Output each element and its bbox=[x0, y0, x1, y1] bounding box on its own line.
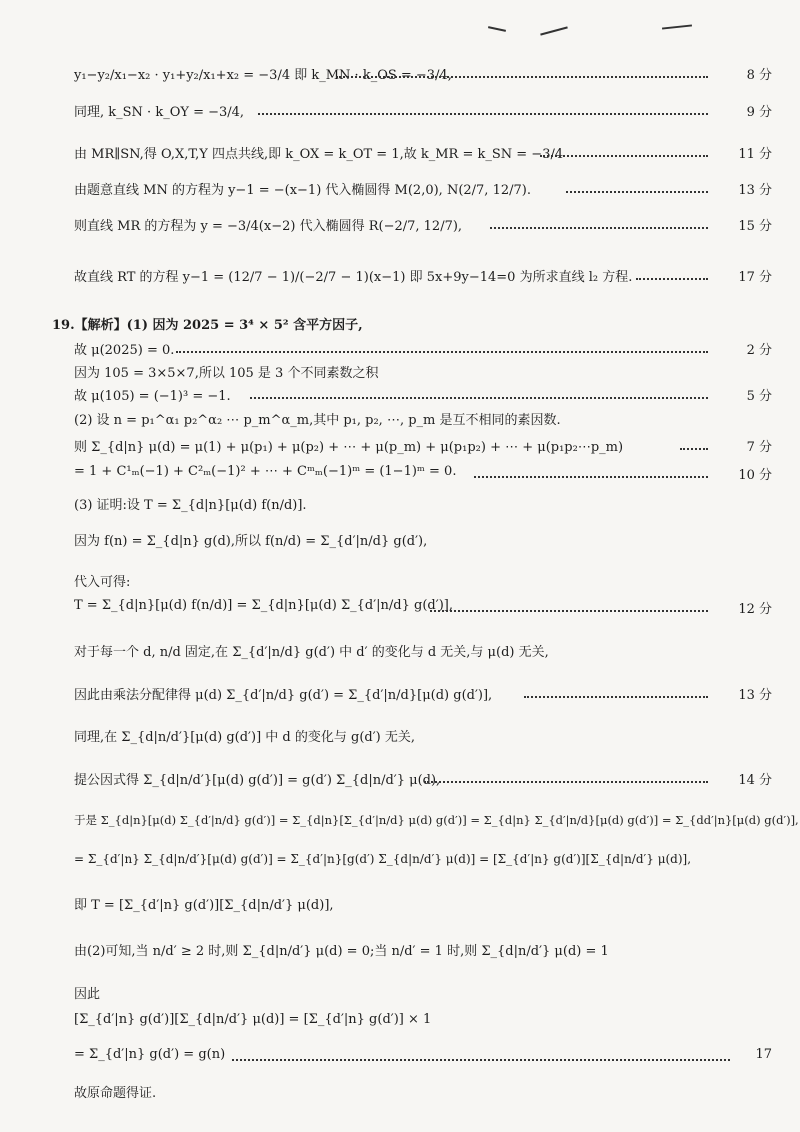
solution-line: = 1 + C¹ₘ(−1) + C²ₘ(−1)² + ⋯ + Cᵐₘ(−1)ᵐ = (1−1)ᵐ = 0. bbox=[74, 464, 457, 479]
solution-line: 同理,在 Σ_{d|n/d′}[μ(d) g(d′)] 中 d 的变化与 g(d′) 无关, bbox=[74, 730, 416, 745]
score-label: 15 分 bbox=[738, 219, 772, 234]
score-label: 12 分 bbox=[738, 602, 772, 617]
leader-dots bbox=[490, 227, 708, 229]
leader-dots bbox=[258, 113, 708, 115]
scan-mark bbox=[540, 26, 568, 35]
solution-line: 故直线 RT 的方程 y−1 = (12/7 − 1)/(−2/7 − 1)(x−1) 即 5x+9y−14=0 为所求直线 l₂ 方程. bbox=[74, 270, 633, 285]
score-label: 17 bbox=[755, 1047, 772, 1062]
solution-line: 因此 bbox=[74, 987, 101, 1002]
score-label: 5 分 bbox=[746, 389, 772, 404]
problem-header: 19.【解析】(1) 因为 2025 = 3⁴ × 5² 含平方因子, bbox=[52, 318, 363, 333]
leader-dots bbox=[540, 155, 708, 157]
solution-line: 由(2)可知,当 n/d′ ≥ 2 时,则 Σ_{d|n/d′} μ(d) = 0;当 n/d′ = 1 时,则 Σ_{d|n/d′} μ(d) = 1 bbox=[74, 944, 609, 959]
solution-line: 故原命题得证. bbox=[74, 1086, 157, 1101]
leader-dots bbox=[524, 696, 708, 698]
score-label: 9 分 bbox=[746, 105, 772, 120]
score-label: 14 分 bbox=[738, 773, 772, 788]
score-label: 7 分 bbox=[746, 440, 772, 455]
scan-mark bbox=[662, 24, 692, 29]
score-label: 17 分 bbox=[738, 270, 772, 285]
score-label: 8 分 bbox=[746, 68, 772, 83]
solution-line: 因为 105 = 3×5×7,所以 105 是 3 个不同素数之积 bbox=[74, 366, 379, 381]
solution-line: = Σ_{d′|n} Σ_{d|n/d′}[μ(d) g(d′)] = Σ_{d′|n}[g(d′) Σ_{d|n/d′} μ(d)] = [Σ_{d′|n} g(d′)][Σ_{d|n/d′} μ(d)], bbox=[74, 852, 692, 866]
score-label: 10 分 bbox=[738, 468, 772, 483]
solution-line: 由 MR∥SN,得 O,X,T,Y 四点共线,即 k_OX = k_OT = 1,故 k_MR = k_SN = −3/4 bbox=[74, 147, 564, 162]
solution-line: 则 Σ_{d|n} μ(d) = μ(1) + μ(p₁) + μ(p₂) + ⋯ + μ(p_m) + μ(p₁p₂) + ⋯ + μ(p₁p₂⋯p_m) bbox=[74, 440, 624, 455]
leader-dots bbox=[336, 76, 708, 78]
solution-line: T = Σ_{d|n}[μ(d) f(n/d)] = Σ_{d|n}[μ(d) Σ_{d′|n/d} g(d′)], bbox=[74, 598, 453, 613]
solution-line: 由题意直线 MN 的方程为 y−1 = −(x−1) 代入椭圆得 M(2,0), N(2/7, 12/7). bbox=[74, 183, 531, 198]
solution-line: (3) 证明:设 T = Σ_{d|n}[μ(d) f(n/d)]. bbox=[74, 498, 307, 513]
score-label: 11 分 bbox=[738, 147, 772, 162]
solution-line: 故 μ(2025) = 0. bbox=[74, 343, 175, 358]
solution-line: y₁−y₂/x₁−x₂ · y₁+y₂/x₁+x₂ = −3/4 即 k_MN · k_OS = −3/4, bbox=[74, 68, 452, 83]
leader-dots bbox=[430, 610, 708, 612]
leader-dots bbox=[424, 781, 708, 783]
leader-dots bbox=[566, 191, 708, 193]
score-label: 13 分 bbox=[738, 688, 772, 703]
score-label: 2 分 bbox=[746, 343, 772, 358]
solution-line: 于是 Σ_{d|n}[μ(d) Σ_{d′|n/d} g(d′)] = Σ_{d|n}[Σ_{d′|n/d} μ(d) g(d′)] = Σ_{d|n} Σ_{d′|n/d}[μ(d) g(d′)] = Σ_{dd′|n}[μ(d) g(d′)], bbox=[74, 813, 799, 827]
solution-line: 同理, k_SN · k_OY = −3/4, bbox=[74, 105, 245, 120]
leader-dots bbox=[250, 397, 708, 399]
solution-line: 即 T = [Σ_{d′|n} g(d′)][Σ_{d|n/d′} μ(d)], bbox=[74, 898, 334, 913]
solution-line: 故 μ(105) = (−1)³ = −1. bbox=[74, 389, 231, 404]
leader-dots bbox=[232, 1059, 730, 1061]
solution-line: = Σ_{d′|n} g(d′) = g(n) bbox=[74, 1047, 226, 1062]
solution-line: [Σ_{d′|n} g(d′)][Σ_{d|n/d′} μ(d)] = [Σ_{d′|n} g(d′)] × 1 bbox=[74, 1012, 432, 1027]
solution-line: 因此由乘法分配律得 μ(d) Σ_{d′|n/d} g(d′) = Σ_{d′|n/d}[μ(d) g(d′)], bbox=[74, 688, 493, 703]
solution-line: 提公因式得 Σ_{d|n/d′}[μ(d) g(d′)] = g(d′) Σ_{d|n/d′} μ(d), bbox=[74, 773, 441, 788]
solution-line: 因为 f(n) = Σ_{d|n} g(d),所以 f(n/d) = Σ_{d′|n/d} g(d′), bbox=[74, 534, 428, 549]
leader-dots bbox=[176, 351, 708, 353]
leader-dots bbox=[680, 448, 708, 450]
leader-dots bbox=[474, 476, 708, 478]
scan-mark bbox=[488, 26, 506, 32]
solution-line: (2) 设 n = p₁^α₁ p₂^α₂ ⋯ p_m^α_m,其中 p₁, p₂, ⋯, p_m 是互不相同的素因数. bbox=[74, 413, 561, 428]
solution-line: 代入可得: bbox=[74, 575, 131, 590]
solution-line: 对于每一个 d, n/d 固定,在 Σ_{d′|n/d} g(d′) 中 d′ 的变化与 d 无关,与 μ(d) 无关, bbox=[74, 645, 549, 660]
leader-dots bbox=[636, 278, 708, 280]
score-label: 13 分 bbox=[738, 183, 772, 198]
solution-line: 则直线 MR 的方程为 y = −3/4(x−2) 代入椭圆得 R(−2/7, 12/7), bbox=[74, 219, 463, 234]
